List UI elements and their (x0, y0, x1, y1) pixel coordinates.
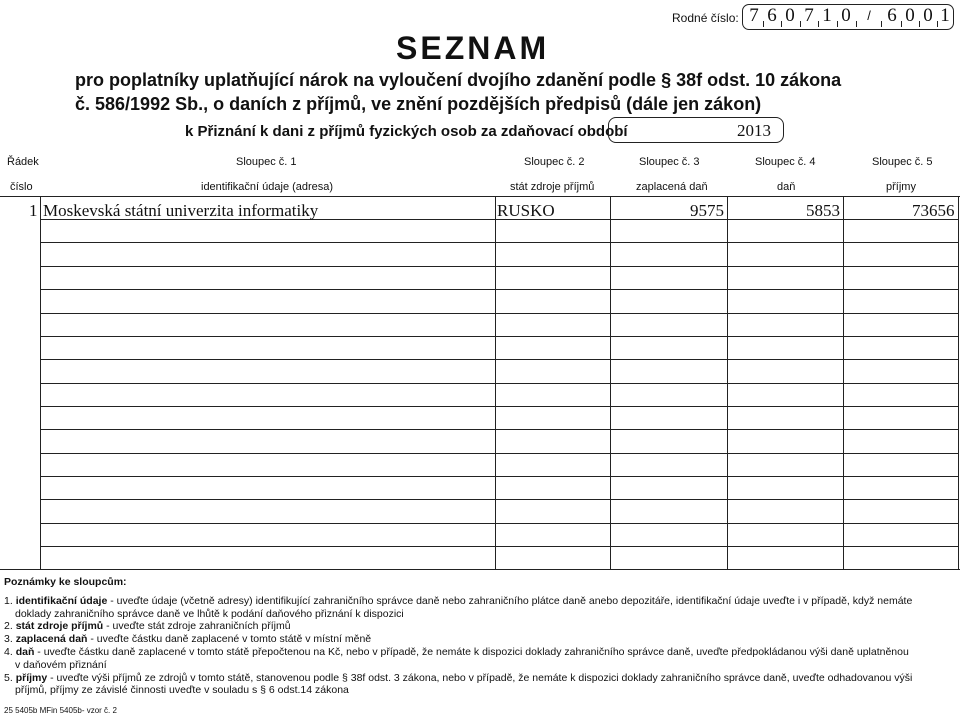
column-notes (4, 576, 959, 697)
foreign-income-table (0, 196, 960, 570)
birth-number-digit: 1 (940, 5, 950, 26)
subtitle-line-3: k Přiznání k dani z příjmů fyzických osob za zdaňovací období (185, 123, 628, 140)
header-col1-bottom: identifikační údaje (adresa) (201, 181, 334, 193)
tax-paid-cell[interactable]: 9575 (690, 201, 724, 220)
birth-number-digit: 7 (804, 5, 814, 26)
note-item: 2. stát zdroje příjmů - uveďte stát zdroje zahraničních příjmů (4, 620, 291, 633)
birth-number-digit: 0 (923, 5, 933, 26)
header-col5-top: Sloupec č. 5 (872, 156, 933, 168)
header-col2-top: Sloupec č. 2 (524, 156, 585, 168)
birth-number-digit: 7 (749, 5, 759, 26)
notes-heading: Poznámky ke sloupcům: (4, 576, 127, 588)
birth-number-digit: 6 (767, 5, 777, 26)
identification-cell[interactable]: Moskevská státní univerzita informatiky (43, 201, 319, 220)
header-col5-bottom: příjmy (886, 181, 916, 193)
note-item: 3. zaplacená daň - uveďte částku daně zaplacené v tomto státě v místní měně (4, 633, 372, 646)
header-col3-bottom: zaplacená daň (636, 181, 708, 193)
note-item-continued: příjmů, příjmy ze závislé činnosti uveďte v souladu s § 6 odst.14 zákona (15, 684, 349, 697)
birth-number-label: Rodné číslo: (672, 11, 739, 25)
note-item: 4. daň - uveďte částku daně zaplacené v tomto státě přepočtenou na Kč, nebo v případě, že nemáte k dispozici doklady zahraničního správce daně, uveďte předpokládanou výši daně uplatněnou (4, 645, 909, 658)
birth-number-digit: 6 (887, 5, 897, 26)
birth-number-digit: 0 (841, 5, 851, 26)
note-item-continued: doklady zahraničního správce daně ve lhůtě k podání daňového přiznání k dispozici (15, 607, 404, 620)
header-col2-bottom: stát zdroje příjmů (510, 181, 595, 193)
header-col3-top: Sloupec č. 3 (639, 156, 700, 168)
birth-number-separator: / (867, 8, 871, 23)
header-row-number-top: Řádek (7, 156, 39, 168)
birth-number-field[interactable] (742, 4, 954, 30)
header-col4-top: Sloupec č. 4 (755, 156, 816, 168)
tax-period-field[interactable]: 2013 (608, 117, 784, 143)
header-col1-top: Sloupec č. 1 (236, 156, 297, 168)
note-item: 1. identifikační údaje - uveďte údaje (včetně adresy) identifikující zahraničního správce daně nebo zahraničního plátce daně anebo depozitáře, identifikační údaje uveďte i v případě, když nemáte (4, 594, 913, 607)
form-footer-code: 25 5405b MFin 5405b- vzor č. 2 (4, 706, 117, 715)
tax-cell[interactable]: 5853 (806, 201, 840, 220)
subtitle-line-1: pro poplatníky uplatňující nárok na vyloučení dvojího zdanění podle § 38f odst. 10 zákona (75, 70, 842, 90)
birth-number-digit: 0 (905, 5, 915, 26)
country-cell[interactable]: RUSKO (497, 201, 555, 220)
header-row-number-bottom: číslo (10, 181, 33, 193)
header-col4-bottom: daň (777, 181, 796, 193)
note-item-continued: v daňovém přiznání (15, 658, 107, 671)
row-number: 1 (29, 201, 38, 220)
income-cell[interactable]: 73656 (912, 201, 955, 220)
note-item: 5. příjmy - uveďte výši příjmů ze zdrojů v tomto státě, stanovenou podle § 38f odst. 3 zákona, nebo v případě, že nemáte k dispozici doklady zahraničního správce daně, uveďte odhadovanou výši (4, 671, 913, 684)
page-title: SEZNAM (396, 30, 550, 66)
birth-number-digit: 0 (785, 5, 795, 26)
birth-number-digit: 1 (822, 5, 832, 26)
subtitle-line-2: č. 586/1992 Sb., o daních z příjmů, ve znění pozdějších předpisů (dále jen zákon) (75, 94, 762, 114)
